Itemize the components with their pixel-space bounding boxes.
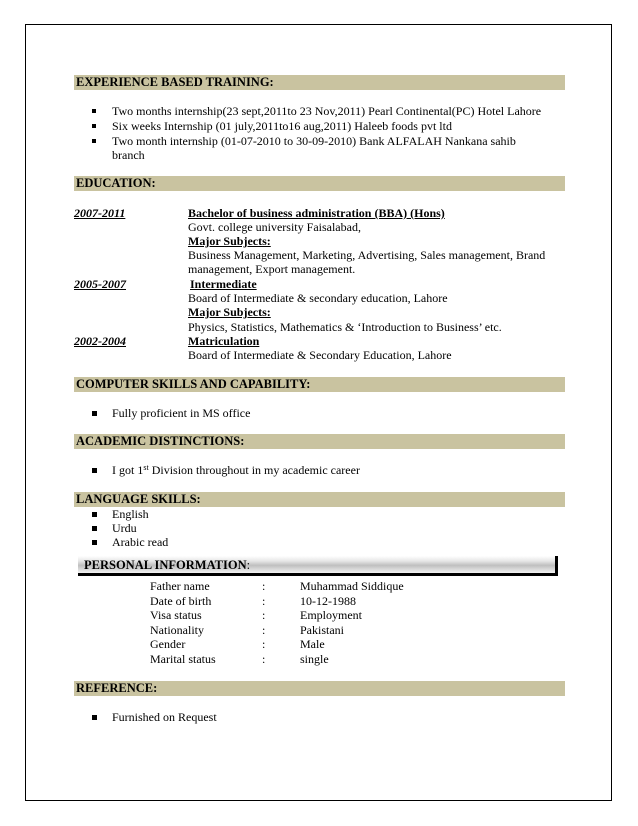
- bullet-icon: [92, 124, 96, 128]
- education-institution: Board of Intermediate & secondary education, Lahore: [188, 291, 448, 305]
- info-separator: :: [262, 579, 266, 593]
- subjects-label: Major Subjects:: [188, 305, 271, 319]
- education-institution: Govt. college university Faisalabad,: [188, 220, 361, 234]
- list-item-continuation: branch: [112, 148, 145, 162]
- info-separator: :: [262, 652, 266, 666]
- subjects-label: Major Subjects:: [188, 234, 271, 248]
- education-years: 2002-2004: [74, 334, 126, 348]
- info-label: Marital status: [150, 652, 216, 666]
- info-value: 10-12-1988: [300, 594, 356, 608]
- subjects-text: Physics, Statistics, Mathematics & ‘Introduction to Business’ etc.: [188, 320, 502, 334]
- info-value: Male: [300, 637, 325, 651]
- bullet-icon: [92, 468, 97, 473]
- reference-heading: REFERENCE:: [74, 681, 565, 696]
- bullet-icon: [92, 411, 97, 416]
- info-label: Date of birth: [150, 594, 212, 608]
- info-value: Muhammad Siddique: [300, 579, 404, 593]
- academic-text-rest: Division throughout in my academic career: [148, 463, 360, 477]
- education-heading: EDUCATION:: [74, 176, 565, 191]
- education-years: 2007-2011: [74, 206, 126, 220]
- academic-text: I got 1: [112, 463, 144, 477]
- info-separator: :: [262, 623, 266, 637]
- info-label: Gender: [150, 637, 186, 651]
- bullet-icon: [92, 512, 97, 517]
- language-heading: LANGUAGE SKILLS:: [74, 492, 565, 507]
- bullet-icon: [92, 715, 97, 720]
- info-separator: :: [262, 608, 266, 622]
- subjects-text: management, Export management.: [188, 262, 356, 276]
- education-institution: Board of Intermediate & Secondary Education, Lahore: [188, 348, 452, 362]
- info-value: Employment: [300, 608, 362, 622]
- bullet-icon: [92, 526, 97, 531]
- academic-heading: ACADEMIC DISTINCTIONS:: [74, 434, 565, 449]
- personal-info-heading-bar: PERSONAL INFORMATION:: [78, 556, 558, 576]
- education-title: Intermediate: [190, 277, 257, 291]
- info-separator: :: [262, 594, 266, 608]
- education-title: Matriculation: [188, 334, 260, 348]
- info-separator: :: [262, 637, 266, 651]
- info-value: single: [300, 652, 329, 666]
- bullet-icon: [92, 139, 96, 143]
- education-title: Bachelor of business administration (BBA) (Hons): [188, 206, 445, 220]
- personal-info-heading: PERSONAL INFORMATION: [84, 558, 247, 572]
- education-years: 2005-2007: [74, 277, 126, 291]
- computer-skills-heading: COMPUTER SKILLS AND CAPABILITY:: [74, 377, 565, 392]
- experience-heading: EXPERIENCE BASED TRAINING:: [74, 75, 565, 90]
- subjects-text: Business Management, Marketing, Advertising, Sales management, Brand: [188, 248, 546, 262]
- bullet-icon: [92, 540, 97, 545]
- ordinal-suffix: st: [143, 463, 149, 472]
- info-label: Nationality: [150, 623, 204, 637]
- info-value: Pakistani: [300, 623, 344, 637]
- bullet-icon: [92, 109, 96, 113]
- info-label: Visa status: [150, 608, 202, 622]
- info-label: Father name: [150, 579, 210, 593]
